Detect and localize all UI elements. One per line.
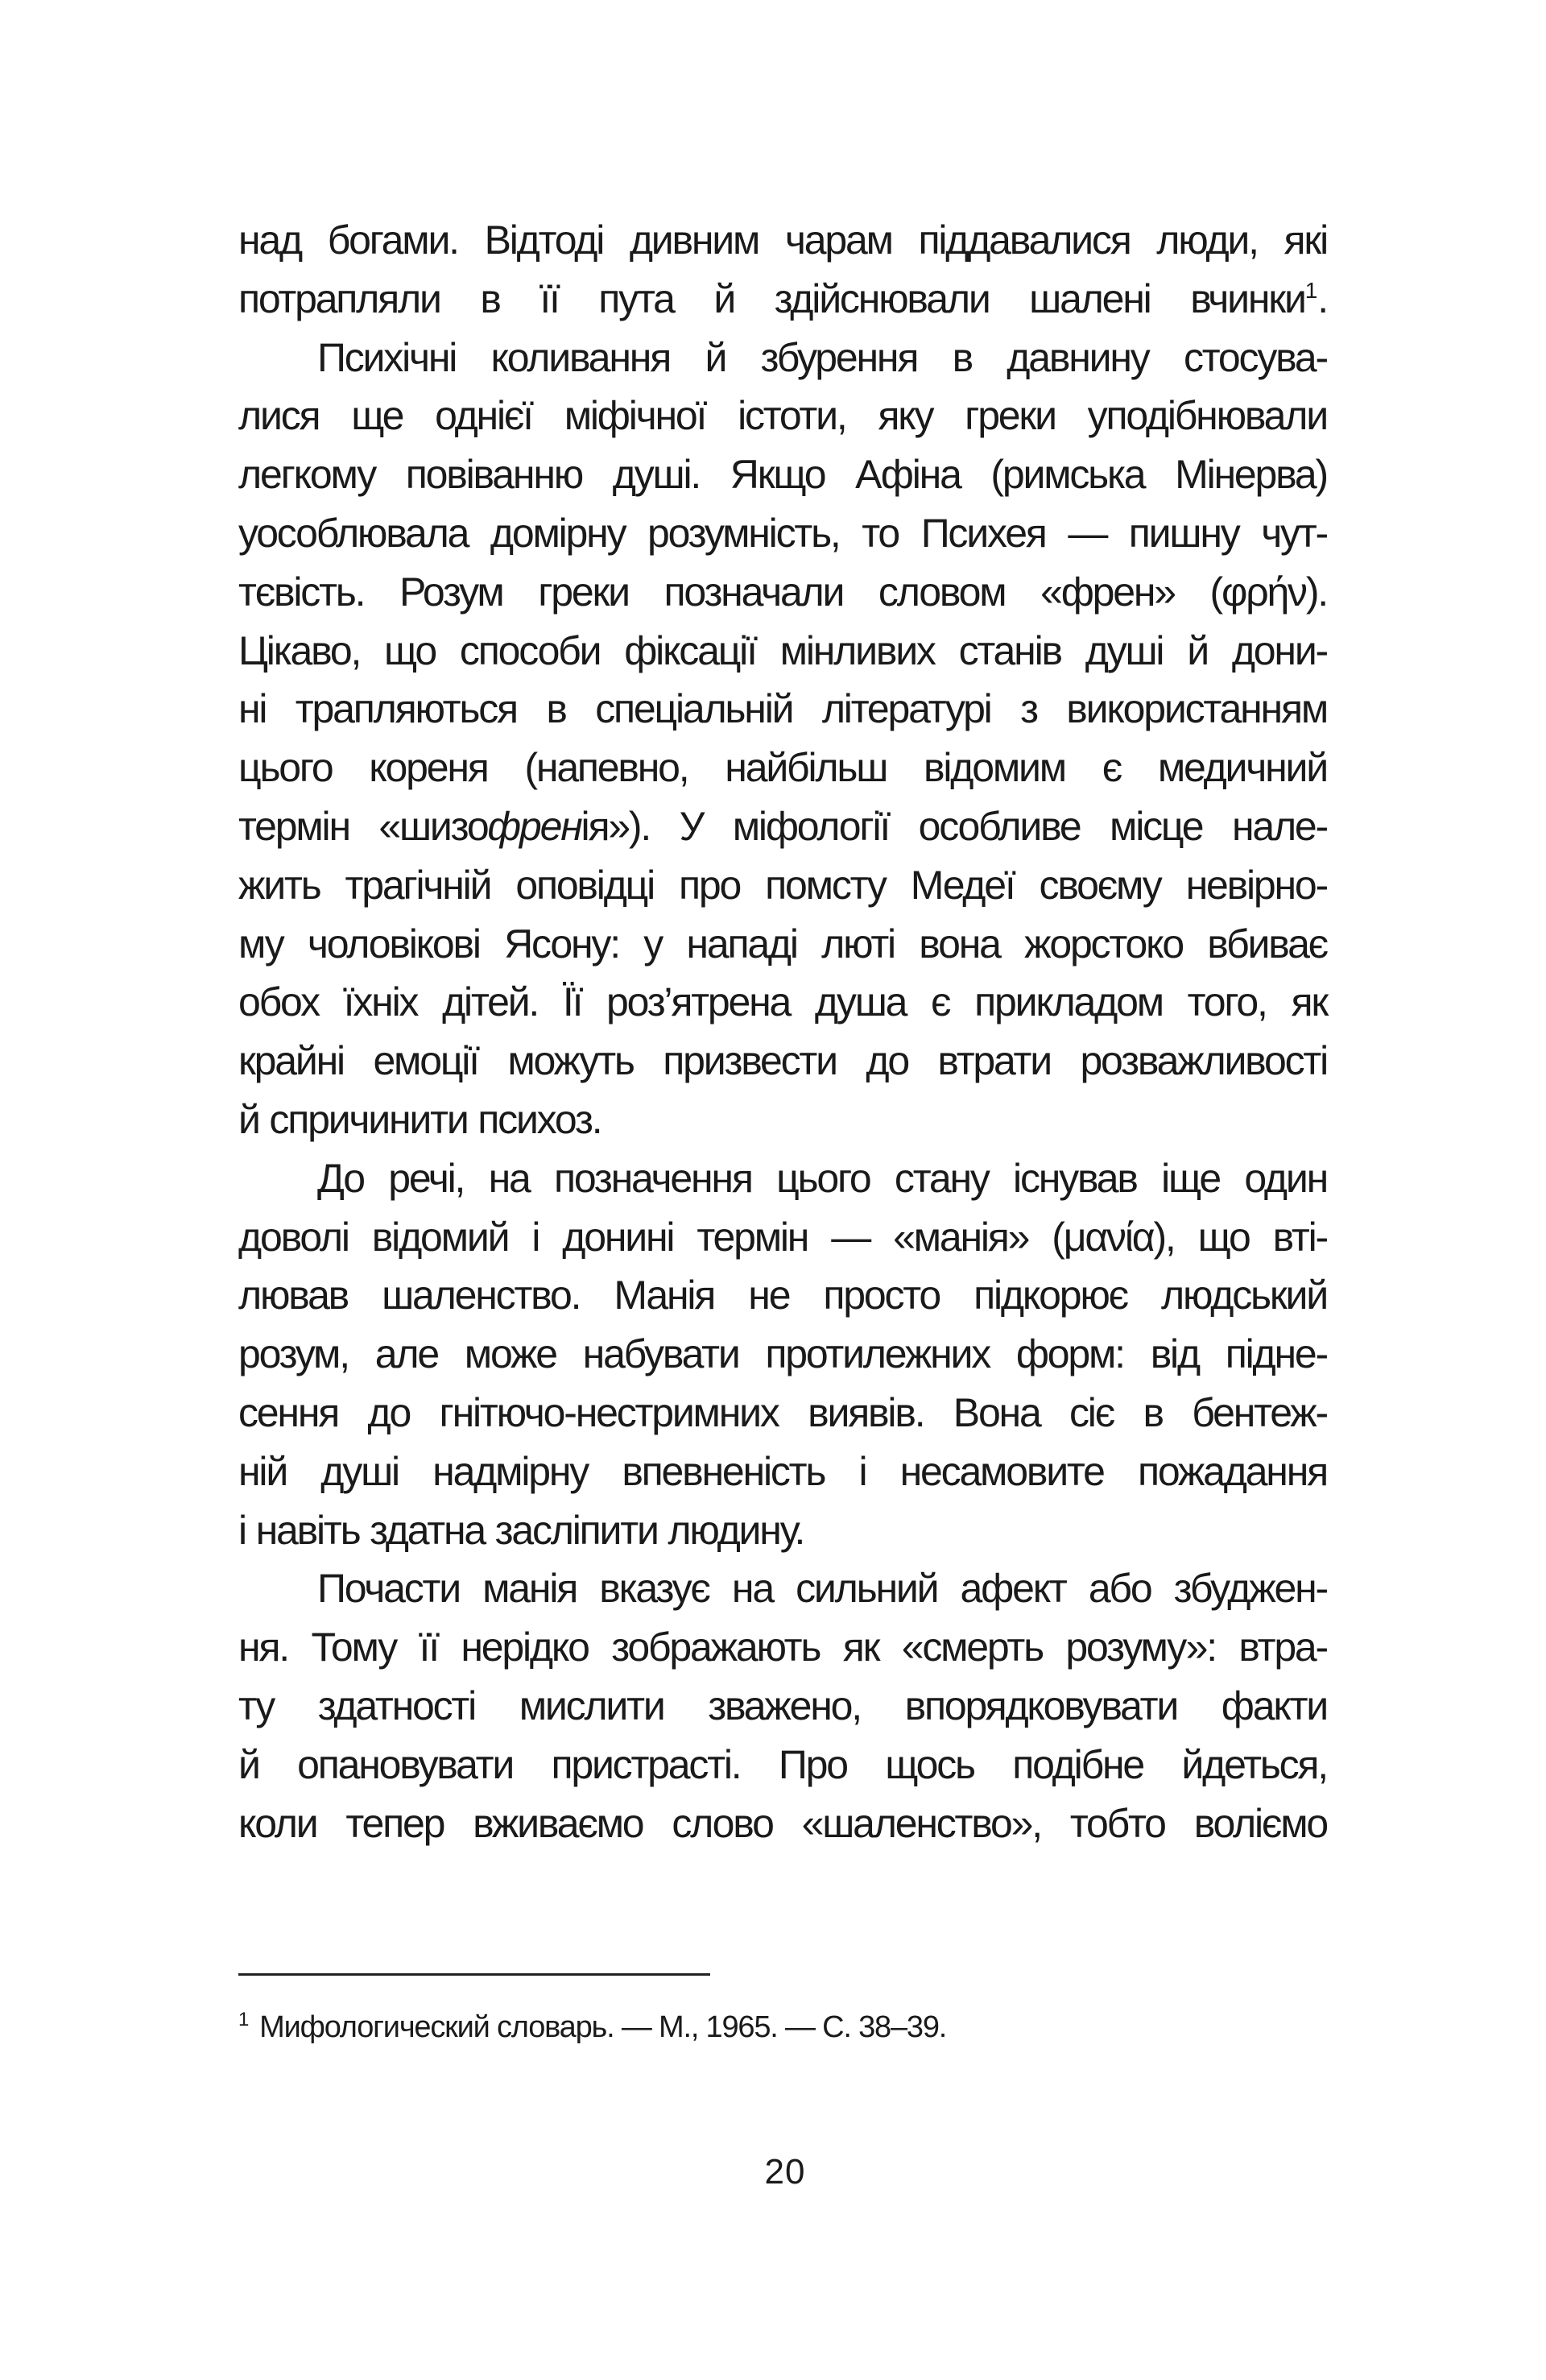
italic-span: френ [487, 803, 581, 849]
text-line: ня. Тому її нерідко зображають як «смерть розуму»: втра- [238, 1625, 1327, 1670]
text-line: й опановувати пристрасті. Про щось подібне йдеться, [238, 1741, 1327, 1787]
text-line: сення до гнітючо-нестримних виявів. Вона сіє в бентеж- [238, 1389, 1327, 1435]
text-line: розум, але може набувати протилежних форм: від підне- [238, 1331, 1327, 1377]
text-line: Цікаво, що способи фіксації мінливих станів душі й дони- [238, 627, 1327, 673]
text-line: До речі, на позначення цього стану існував іще один [317, 1155, 1327, 1201]
page-number: 20 [764, 2152, 806, 2192]
text-line: цього кореня (напевно, найбільш відомим є медичний [238, 745, 1327, 791]
text-line: ту здатності мислити зважено, впорядковувати факти [238, 1683, 1327, 1728]
footnote [238, 2009, 946, 2045]
text-line: доволі відомий і донині термін — «манія» (μανία), що вті- [238, 1214, 1327, 1260]
text-line: Психічні коливання й збурення в давнину стосува- [317, 334, 1327, 380]
text-span: термін «шизо [238, 803, 488, 849]
text-line: й спричинити психоз. [238, 1096, 601, 1142]
footnote-marker: 1 [238, 2009, 249, 2030]
footnote-text: Мифологический словарь. — М., 1965. — С. 38–39. [259, 2010, 947, 2044]
body-text [238, 211, 1327, 1852]
footnote-reference[interactable]: 1 [1304, 277, 1318, 303]
text-line: Почасти манія вказує на сильний афект або збуджен- [317, 1566, 1327, 1612]
text-line: жить трагічній оповідці про помсту Медеї своєму невірно- [238, 862, 1327, 908]
text-line: коли тепер вживаємо слово «шаленство», тобто воліємо [238, 1800, 1327, 1846]
text-line: і навіть здатна засліпити людину. [238, 1507, 804, 1553]
text-line: обох їхніх дітей. Її роз’ятрена душа є прикладом того, як [238, 979, 1327, 1025]
text-line: лював шаленство. Манія не просто підкорює людський [238, 1273, 1327, 1318]
text-line [238, 797, 1327, 856]
text-line: тєвість. Розум греки позначали словом «френ» (φρήν). [238, 569, 1327, 615]
text-line: над богами. Відтоді дивним чарам піддавалися люди, які [238, 217, 1327, 263]
text-line: ній душі надмірну впевненість і несамовите пожадання [238, 1448, 1327, 1494]
text-line: уособлювала домірну розумність, то Психея — пишну чут- [238, 510, 1327, 556]
text-line: крайні емоції можуть призвести до втрати розважливості [238, 1038, 1327, 1084]
text-span: потрапляли в її пута й здійснювали шалені вчинки [238, 275, 1305, 321]
text-span: . [1317, 275, 1327, 321]
text-line: му чоловікові Ясону: у нападі люті вона жорстоко вбиває [238, 921, 1327, 966]
text-line: лися ще однієї міфічної істоти, яку греки уподібнювали [238, 393, 1327, 439]
footnote-divider [238, 1973, 710, 1976]
text-line: ні трапляються в спеціальній літературі з використанням [238, 686, 1327, 732]
text-line: легкому повіванню душі. Якщо Афіна (римська Мінерва) [238, 452, 1327, 498]
text-span: ія»). У міфології особливе місце нале- [581, 803, 1327, 849]
text-line [238, 270, 1327, 329]
